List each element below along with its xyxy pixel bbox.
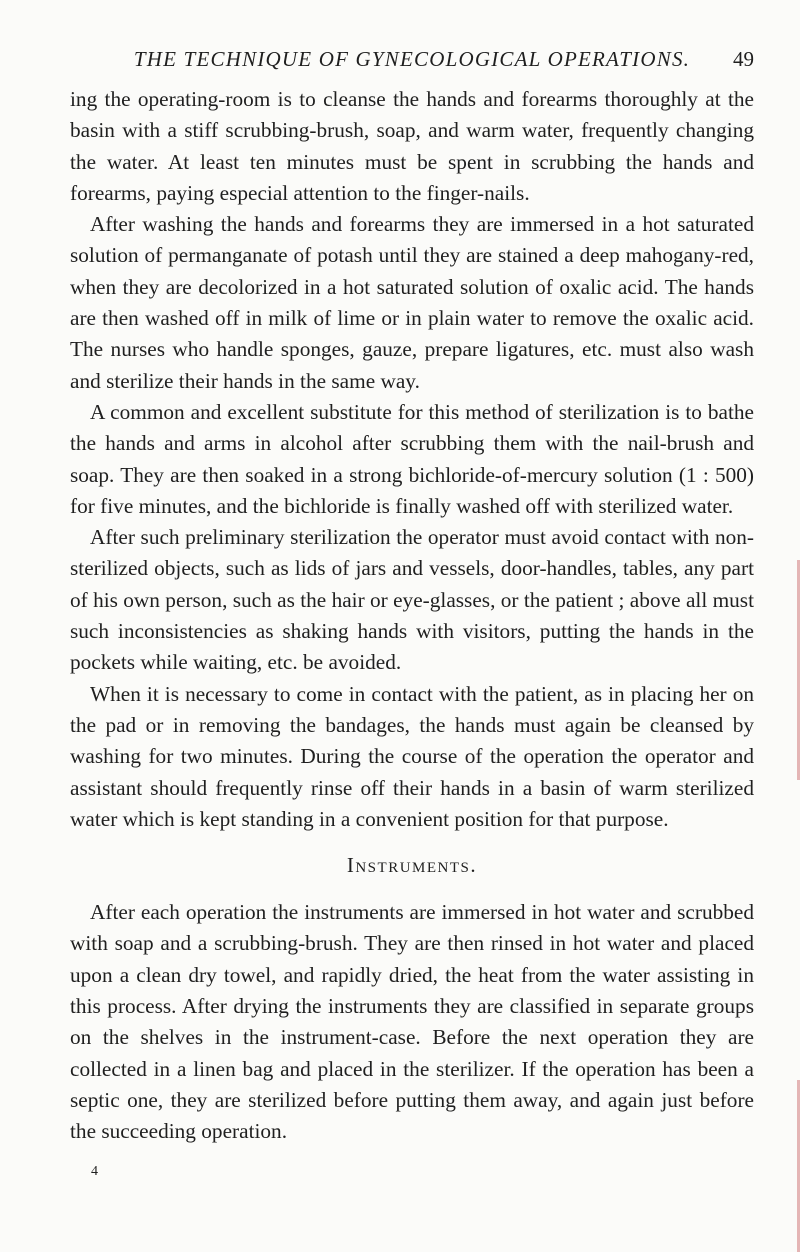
paragraph: When it is necessary to come in contact with the patient, as in placing her on the pad or in removing the bandages, the hands must again be cleansed by washing for two minutes. During the course of the operation the operator and assistant should frequently rinse off their hands in a basin of warm sterilized water which is kept standing in a convenient position for that purpose. [70, 681, 754, 831]
paragraph: After each operation the instruments are immersed in hot water and scrubbed with soap and a scrubbing-brush. They are then rinsed in hot water and placed upon a clean dry towel, and rapidly dried, the heat from the water assisting in this process. After drying the instruments they are classified in separate groups on the shelves in the instrument-case. Before the next operation they are collected in a linen bag and placed in the sterilizer. If the operation has been a septic one, they are sterilized before putting them away, and again just before the succeeding operation. [70, 900, 754, 1144]
running-header [70, 47, 754, 77]
section-heading: Instruments. [346, 853, 478, 878]
paragraph: After washing the hands and forearms they are immersed in a hot saturated solution of permanganate of potash until they are stained a deep mahogany-red, when they are decolorized in a hot saturated solution of oxalic acid. The hands are then washed off in milk of lime or in plain water to remove the oxalic acid. The nurses who handle sponges, gauze, prepare ligatures, etc. must also wash and sterilize their hands in the same way. [70, 212, 754, 393]
running-title: THE TECHNIQUE OF GYNECOLOGICAL OPERATIONS. [133, 47, 691, 71]
paragraph: After such preliminary sterilization the operator must avoid contact with non-sterilized objects, such as lids of jars and vessels, door-handles, tables, any part of his own person, such as the hair or eye-glasses, or the patient ; above all must such inconsistencies as shaking hands with visitors, putting the hands in the pockets while waiting, etc. be avoided. [70, 525, 754, 675]
signature-mark: 4 [91, 1164, 98, 1179]
paragraph: A common and excellent substitute for this method of sterilization is to bathe the hands and arms in alcohol after scrubbing them with the nail-brush and soap. They are then soaked in a strong bichloride-of-mercury solution (1 : 500) for five minutes, and the bichloride is finally washed off with sterilized water. [70, 399, 754, 518]
body-text [70, 84, 754, 1148]
page-number: 49 [733, 47, 754, 71]
paragraph: ing the operating-room is to cleanse the hands and forearms thoroughly at the basin with a stiff scrubbing-brush, soap, and warm water, frequently changing the water. At least ten minutes must be spent in scrubbing the hands and forearms, paying especial attention to the finger-nails. [70, 87, 754, 205]
